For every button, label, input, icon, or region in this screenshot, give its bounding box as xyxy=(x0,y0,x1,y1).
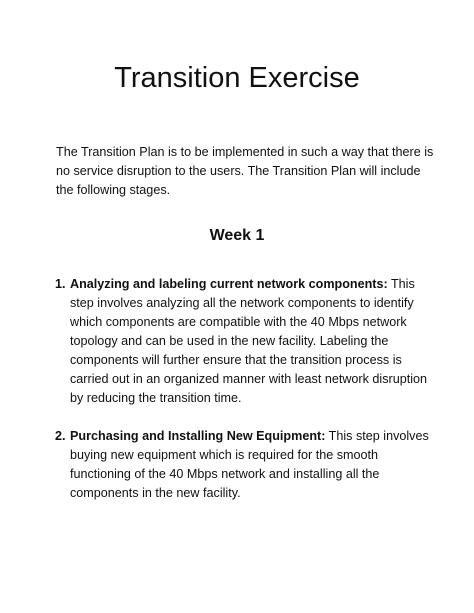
document-title: Transition Exercise xyxy=(114,62,360,94)
step-heading: Purchasing and Installing New Equipment: xyxy=(70,429,326,443)
list-item xyxy=(56,427,436,503)
steps-list xyxy=(56,275,436,503)
step-number: 2. xyxy=(55,429,66,443)
section-heading: Week 1 xyxy=(209,227,265,244)
step-heading: Analyzing and labeling current network components: xyxy=(70,277,388,291)
intro-paragraph: The Transition Plan is to be implemented in such a way that there is no service disruption to the users. The Transition Plan will include the following stages. xyxy=(56,145,434,197)
step-number: 1. xyxy=(55,277,66,291)
step-body: This step involves buying new equipment which is required for the smooth functioning of the 40 Mbps network and installing all the components in the new facility. xyxy=(70,429,429,500)
list-item xyxy=(56,275,436,408)
step-body: This step involves analyzing all the network components to identify which components are compatible with the 40 Mbps network topology and can be used in the new facility. Labeling the components will further ensure that the transition process is carried out in an organized manner with least network disruption by reducing the transition time. xyxy=(70,277,428,405)
